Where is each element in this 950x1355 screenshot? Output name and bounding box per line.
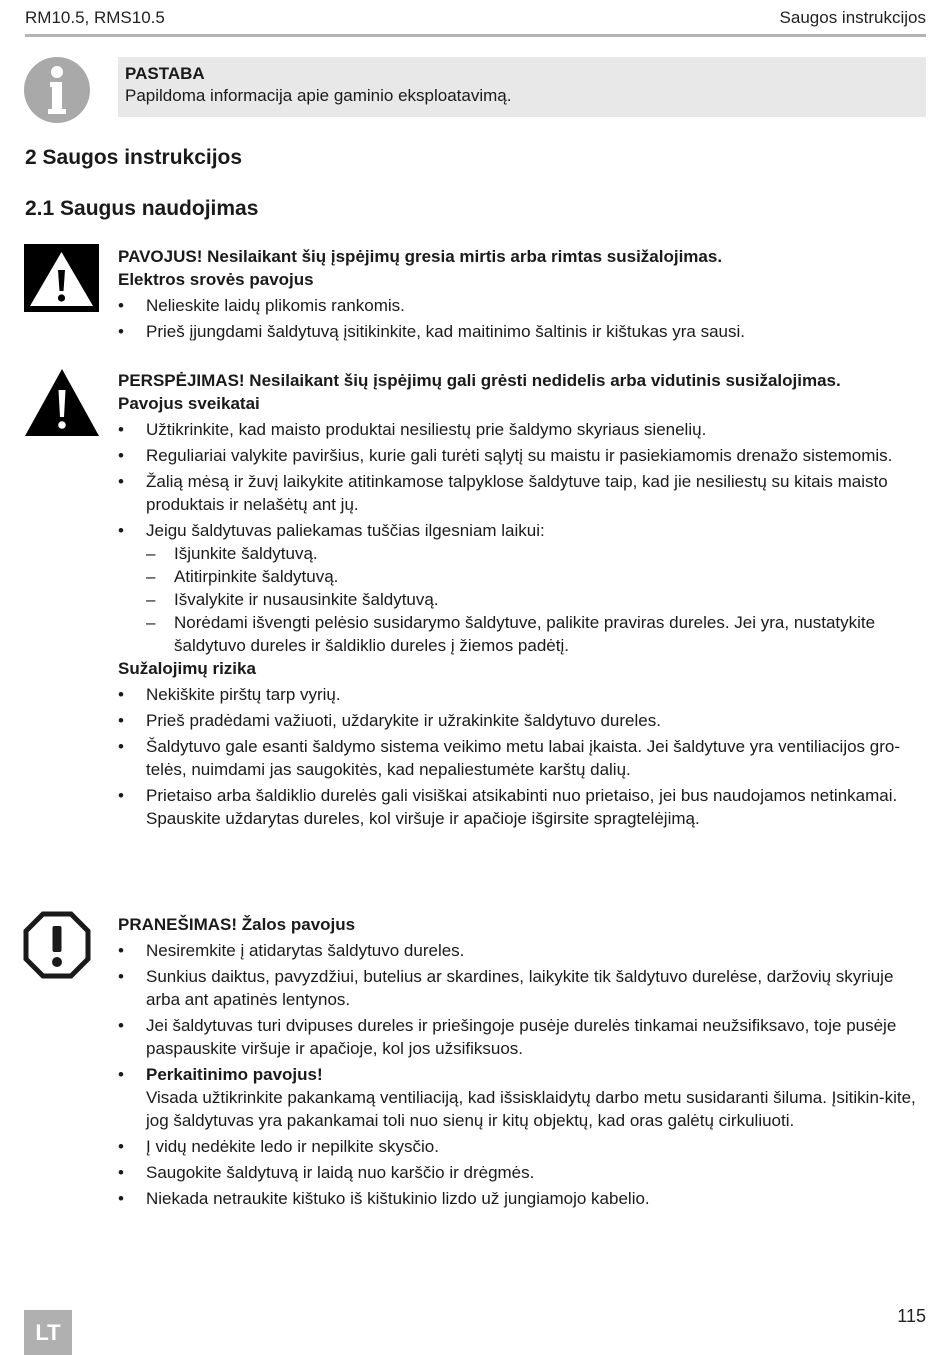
list-item <box>118 519 930 657</box>
list-item-text: Jeigu šaldytuvas paliekamas tuščias ilgesniam laikui: <box>146 521 545 540</box>
warning-sublist <box>146 542 930 657</box>
notice-block <box>118 913 930 1210</box>
sublist-item: – Norėdami išvengti pelėsio susidarymo šaldytuve, palikite praviras dureles. Jei yra, nustatykite šaldytuvo dureles ir šaldiklio dureles į žiemos padėtį. <box>146 611 930 657</box>
danger-triangle-icon <box>24 244 99 312</box>
list-item: • Nesiremkite į atidarytas šaldytuvo dureles. <box>118 939 930 962</box>
list-item: • Saugokite šaldytuvą ir laidą nuo karščio ir drėgmės. <box>118 1161 930 1184</box>
danger-subtitle: Elektros srovės pavojus <box>118 270 314 289</box>
list-item: • Į vidų nedėkite ledo ir nepilkite skysčio. <box>118 1135 930 1158</box>
notice-list <box>118 939 930 1210</box>
overheat-title: • Perkaitinimo pavojus! <box>146 1065 323 1084</box>
warning-subtitle-injury: Sužalojimų rizika <box>118 659 256 678</box>
notice-octagon-icon <box>23 911 91 979</box>
list-item: • Nekiškite pirštų tarp vyrių. <box>118 683 930 706</box>
notice-lead: PRANEŠIMAS! Žalos pavojus <box>118 915 356 934</box>
list-item: • Sunkius daiktus, pavyzdžiui, butelius ar skardines, laikykite tik šaldytuvo durelėse, daržovių skyriuje arba ant apatinės lentynos. <box>118 965 930 1011</box>
warning-subtitle-health: Pavojus sveikatai <box>118 394 260 413</box>
info-icon <box>24 57 90 123</box>
sublist-item: – Išvalykite ir nusausinkite šaldytuvą. <box>146 588 930 611</box>
warning-health-list <box>118 418 930 657</box>
section-heading: 2 Saugos instrukcijos <box>25 146 243 169</box>
language-badge: LT <box>24 1310 72 1355</box>
list-item: • Prieš pradėdami važiuoti, uždarykite ir užrakinkite šaldytuvo dureles. <box>118 709 930 732</box>
subsection-heading: 2.1 Saugus naudojimas <box>25 197 259 220</box>
warning-injury-list <box>118 683 930 830</box>
header-section-title: Saugos instrukcijos <box>779 8 926 27</box>
danger-lead: PAVOJUS! Nesilaikant šių įspėjimų gresia mirtis arba rimtas susižalojimas. <box>118 247 723 266</box>
warning-triangle-icon <box>24 368 100 437</box>
warning-lead: PERSPĖJIMAS! Nesilaikant šių įspėjimų gali grėsti nedidelis arba vidutinis susižalojimas. <box>118 371 841 390</box>
note-text: Papildoma informacija apie gaminio eksploatavimą. <box>125 86 512 105</box>
list-item: • Šaldytuvo gale esanti šaldymo sistema veikimo metu labai įkaista. Jei šaldytuve yra ventiliacijos gro-telės, nuimdami jas saugokitės, kad nepaliestumėte karštų dalių. <box>118 735 930 781</box>
list-item: • Prieš įjungdami šaldytuvą įsitikinkite, kad maitinimo šaltinis ir kištukas yra sausi. <box>118 320 930 343</box>
list-item: • Reguliariai valykite paviršius, kurie gali turėti sąlytį su maistu ir pasiekiamomis drenažo sistemomis. <box>118 444 930 467</box>
list-item: • Jei šaldytuvas turi dvipuses dureles ir priešingoje pusėje durelės tinkamai neužsifiksavo, toje pusėje paspauskite viršuje ir apačioje, kol jos užsifiksuos. <box>118 1014 930 1060</box>
note-title: PASTABA <box>125 64 205 83</box>
list-item <box>118 1063 930 1132</box>
sublist-item: – Atitirpinkite šaldytuvą. <box>146 565 930 588</box>
warning-block <box>118 369 930 830</box>
sublist-item: – Išjunkite šaldytuvą. <box>146 542 930 565</box>
overheat-text: Visada užtikrinkite pakankamą ventiliaciją, kad išsisklaidytų darbo metu susidaranti šiluma. Įsitikin-kite, jog šaldytuvas yra pakankamai toli nuo sienų ir kitų objektų, kad oras galėtų cirkuliuoti. <box>146 1088 916 1130</box>
header-rule <box>25 34 926 37</box>
list-item: • Prietaiso arba šaldiklio durelės gali visiškai atsikabinti nuo prietaiso, jei bus naudojamos netinkamai. Spauskite uždarytas dureles, kol viršuje ir apačioje išgirsite spragtelėjimą. <box>118 784 930 830</box>
danger-block <box>118 245 930 343</box>
page-number: 115 <box>897 1306 926 1326</box>
list-item: • Žalią mėsą ir žuvį laikykite atitinkamose talpyklose šaldytuve taip, kad jie nesiliestų su kitais maisto produktais ir nelašėtų ant jų. <box>118 470 930 516</box>
list-item: • Užtikrinkite, kad maisto produktai nesiliestų prie šaldymo skyriaus sienelių. <box>118 418 930 441</box>
danger-list <box>118 294 930 343</box>
list-item: • Nelieskite laidų plikomis rankomis. <box>118 294 930 317</box>
list-item: • Niekada netraukite kištuko iš kištukinio lizdo už jungiamojo kabelio. <box>118 1187 930 1210</box>
note-box <box>118 57 926 117</box>
header-document-title: RM10.5, RMS10.5 <box>25 8 165 27</box>
